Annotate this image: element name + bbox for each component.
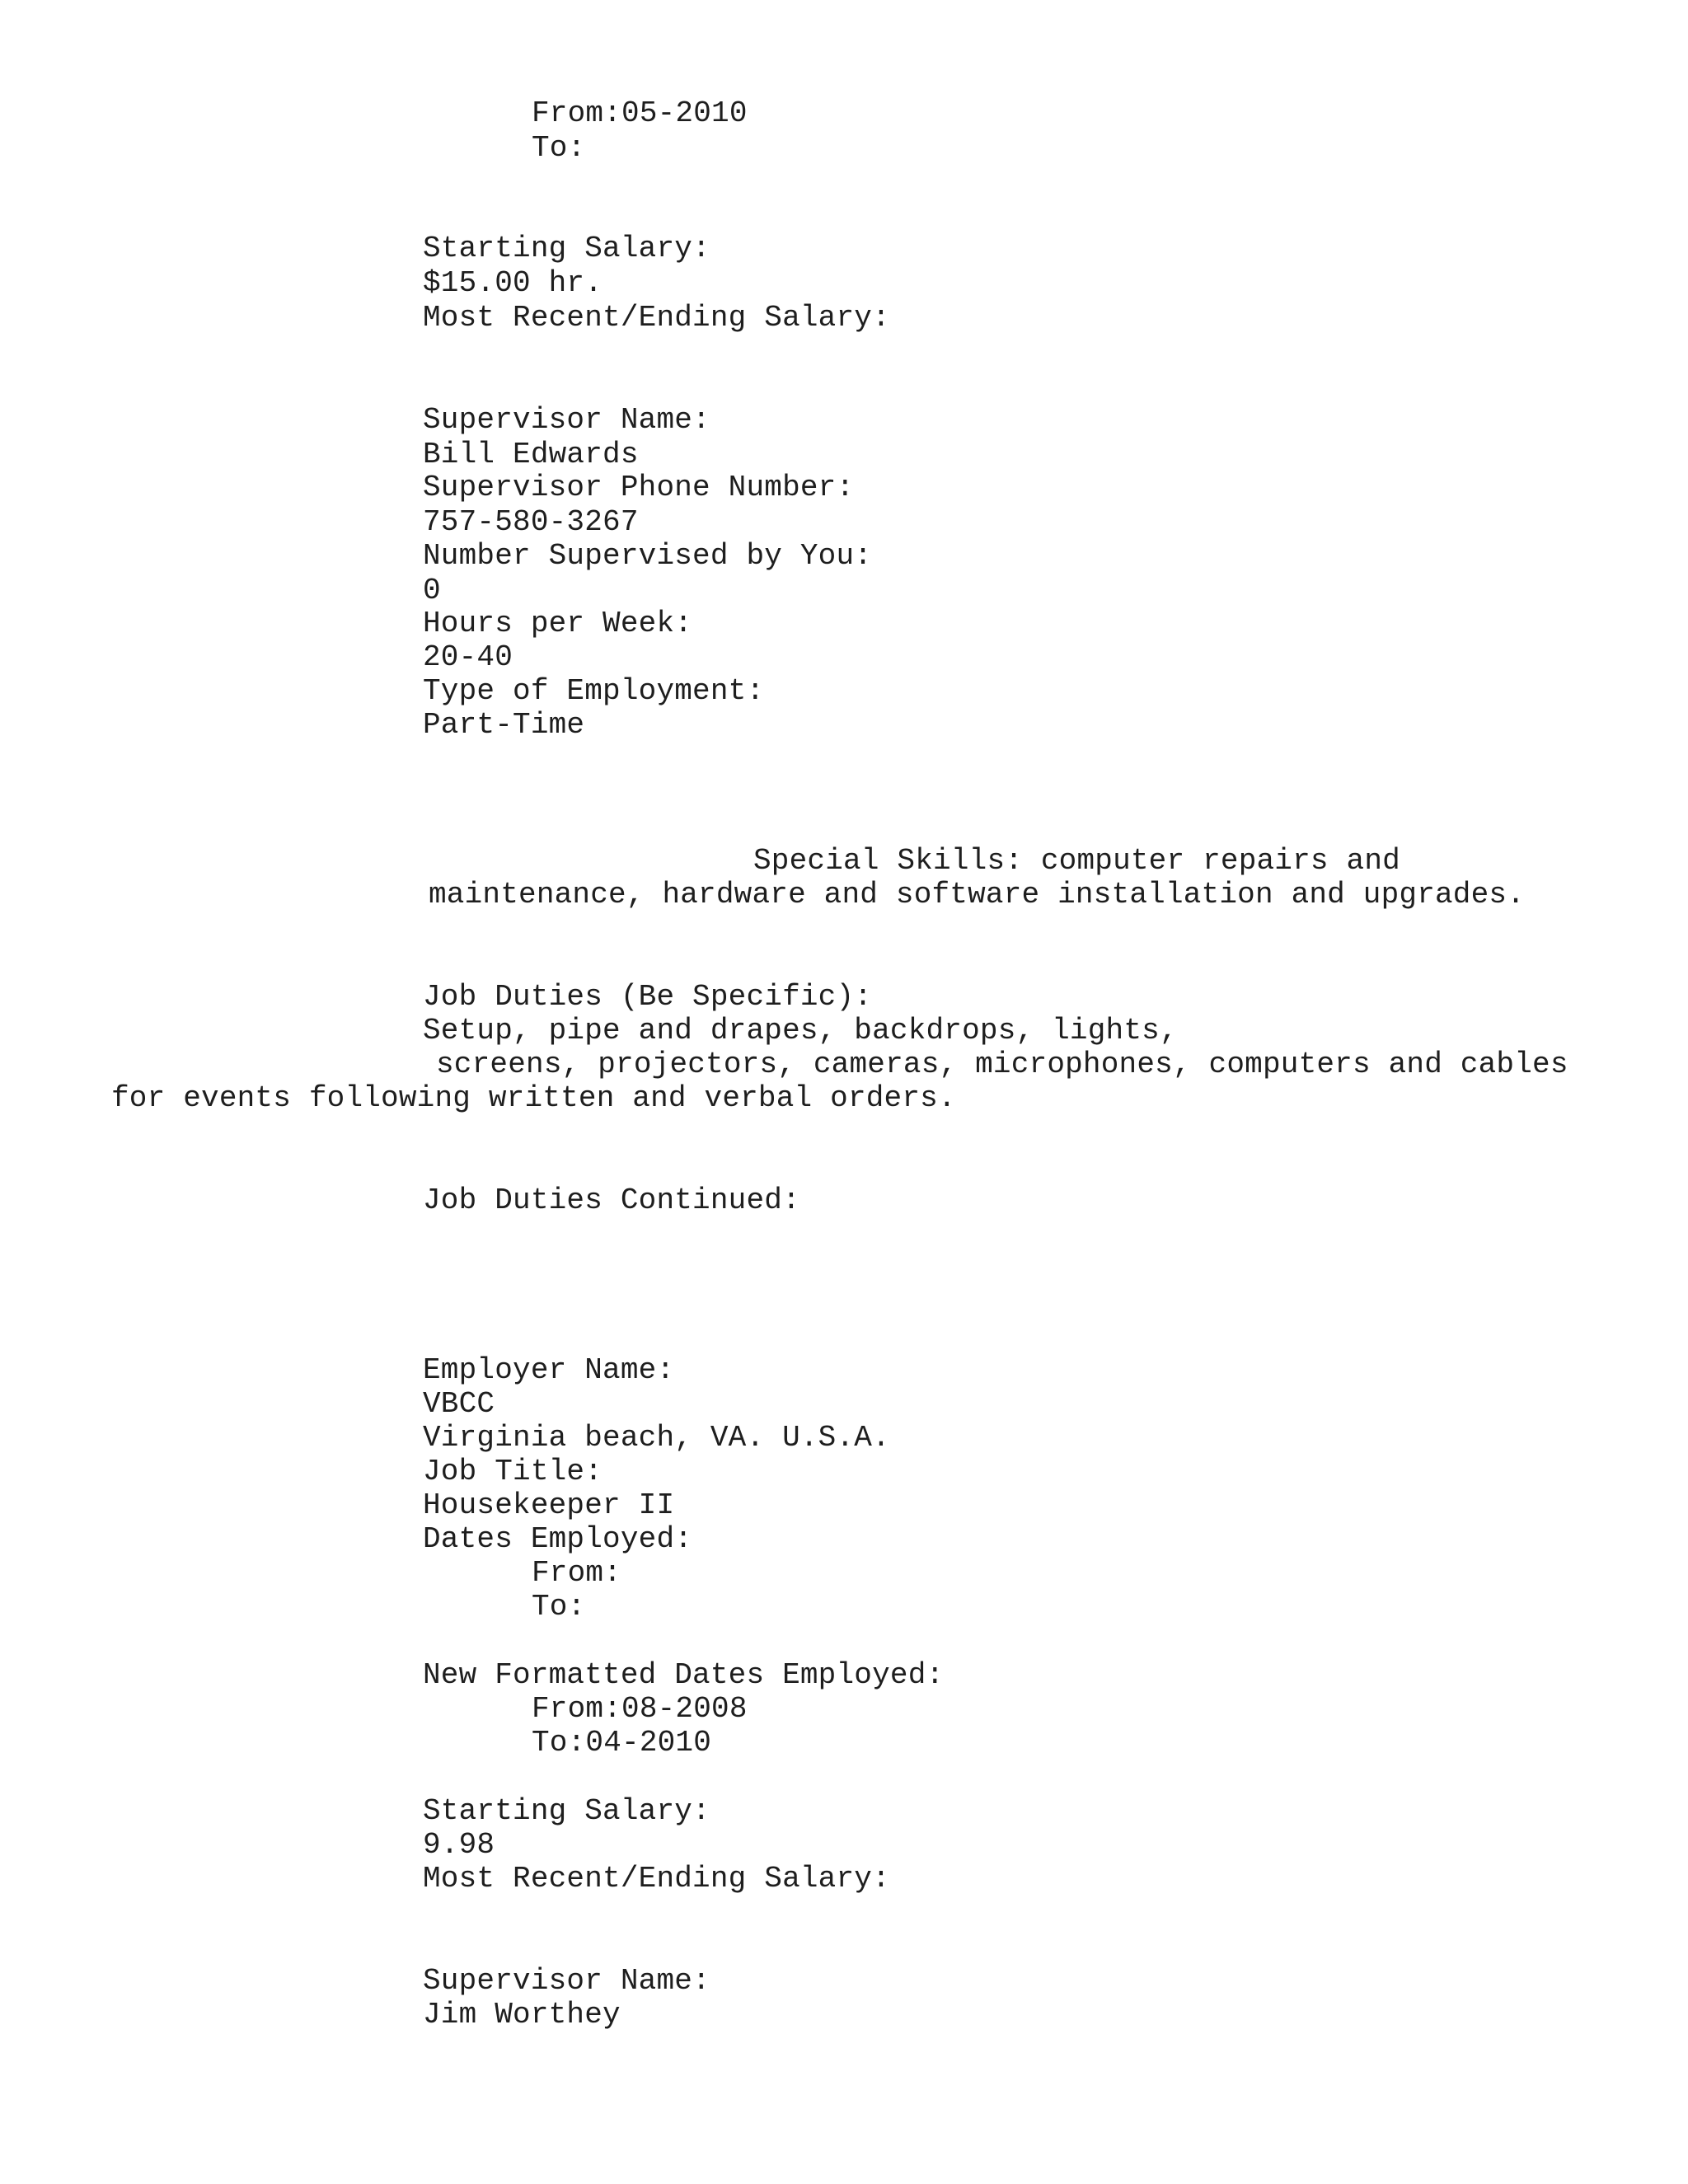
to-date-line: To: (532, 131, 586, 165)
starting-salary-label: Starting Salary: (423, 232, 710, 265)
from-date-line: From:05-2010 (532, 96, 748, 130)
ending-salary-label-2: Most Recent/Ending Salary: (423, 1862, 890, 1896)
job-title-label: Job Title: (423, 1455, 603, 1488)
job-duties-line-1: Setup, pipe and drapes, backdrops, lights, (423, 1014, 1178, 1047)
dates-employed-label: Dates Employed: (423, 1522, 693, 1556)
supervisor-phone-value: 757-580-3267 (423, 505, 639, 539)
employment-type-label: Type of Employment: (423, 674, 765, 708)
job-title-value: Housekeeper II (423, 1488, 675, 1522)
employer-name-value: VBCC (423, 1387, 495, 1421)
employment-type-value: Part-Time (423, 708, 585, 742)
job-duties-continued-label: Job Duties Continued: (423, 1183, 800, 1217)
supervisor-name-label: Supervisor Name: (423, 403, 710, 437)
special-skills-line-2: maintenance, hardware and software installation and upgrades. (429, 878, 1526, 912)
job-duties-line-2: screens, projectors, cameras, microphones, computers and cables (436, 1047, 1568, 1081)
new-formatted-dates-label: New Formatted Dates Employed: (423, 1658, 945, 1692)
hours-per-week-label: Hours per Week: (423, 607, 693, 640)
number-supervised-label: Number Supervised by You: (423, 539, 873, 573)
employer-name-label: Employer Name: (423, 1353, 675, 1387)
new-to-date-line: To:04-2010 (532, 1726, 712, 1760)
special-skills-line-1: Special Skills: computer repairs and (753, 844, 1400, 878)
supervisor-name-value-2: Jim Worthey (423, 1998, 621, 2032)
new-from-date-line: From:08-2008 (532, 1692, 748, 1726)
job-duties-label: Job Duties (Be Specific): (423, 980, 873, 1014)
starting-salary-label-2: Starting Salary: (423, 1794, 710, 1828)
number-supervised-value: 0 (423, 574, 441, 607)
employer-location: Virginia beach, VA. U.S.A. (423, 1421, 890, 1455)
starting-salary-value: $15.00 hr. (423, 266, 603, 300)
job-duties-line-3: for events following written and verbal orders. (111, 1081, 956, 1115)
supervisor-name-label-2: Supervisor Name: (423, 1964, 710, 1998)
starting-salary-value-2: 9.98 (423, 1828, 495, 1862)
ending-salary-label: Most Recent/Ending Salary: (423, 301, 890, 335)
supervisor-phone-label: Supervisor Phone Number: (423, 471, 855, 504)
dates-from-line: From: (532, 1556, 622, 1590)
dates-to-line: To: (532, 1590, 586, 1624)
supervisor-name-value: Bill Edwards (423, 438, 639, 471)
hours-per-week-value: 20-40 (423, 640, 513, 674)
